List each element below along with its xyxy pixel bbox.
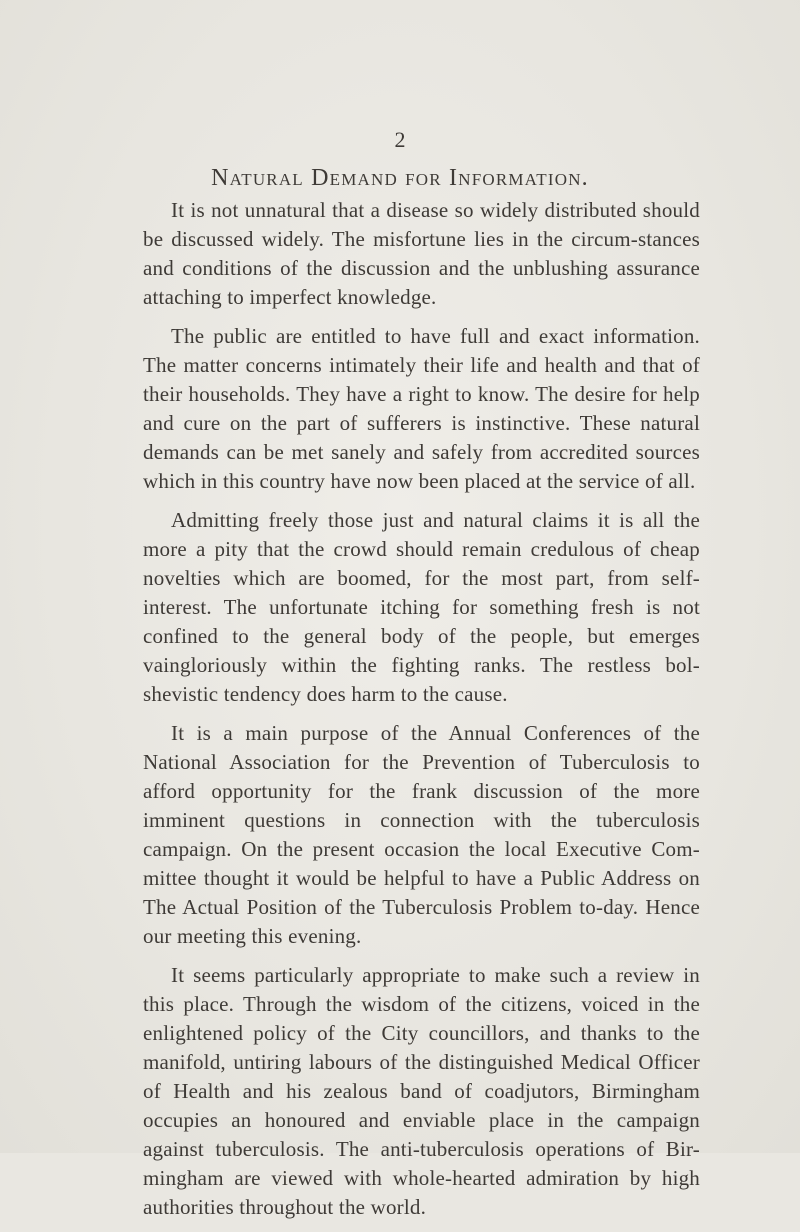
- paragraph-5: It seems particularly appropriate to make such a review in this place. Through the wisdom of the citizens, voiced in the enlightened policy of the City councillors, and thanks to the manifold, untiring labours of the distinguished Medical Officer of Health and his zealous band of coadjutors, Birmingham occupies an honoured and enviable place in the campaign against tuberculosis. The anti-tuberculosis operations of Bir-mingham are viewed with whole-hearted admiration by high authorities throughout the world.: [143, 963, 700, 1219]
- paragraph-2: The public are entitled to have full and exact information. The matter concerns intimately their life and health and that of their households. They have a right to know. The desire for help and cure on the part of sufferers is instinctive. These natural demands can be met sanely and safely from accredited sources which in this country have now been placed at the service of all.: [143, 324, 700, 493]
- paragraph-1: It is not unnatural that a disease so widely distributed should be discussed widely. The misfortune lies in the circum-stances and conditions of the discussion and the unblushing assurance attaching to imperfect knowledge.: [143, 198, 700, 309]
- paragraph-3: Admitting freely those just and natural claims it is all the more a pity that the crowd should remain credulous of cheap novelties which are boomed, for the most part, from self-interest. The unfortunate itching for something fresh is not confined to the general body of the people, but emerges vaingloriously within the fighting ranks. The restless bol-shevistic tendency does harm to the cause.: [143, 508, 700, 706]
- page-number: 2: [394, 127, 406, 152]
- body-text: [143, 196, 700, 1232]
- paragraph-4: It is a main purpose of the Annual Conferences of the National Association for the Prevention of Tuberculosis to afford opportunity for the frank discussion of the more imminent questions in connection with the tuberculosis campaign. On the present occasion the local Executive Com-mittee thought it would be helpful to have a Public Address on The Actual Position of the Tuberculosis Problem to-day. Hence our meeting this evening.: [143, 721, 700, 948]
- section-heading: Natural Demand for Information.: [211, 165, 589, 191]
